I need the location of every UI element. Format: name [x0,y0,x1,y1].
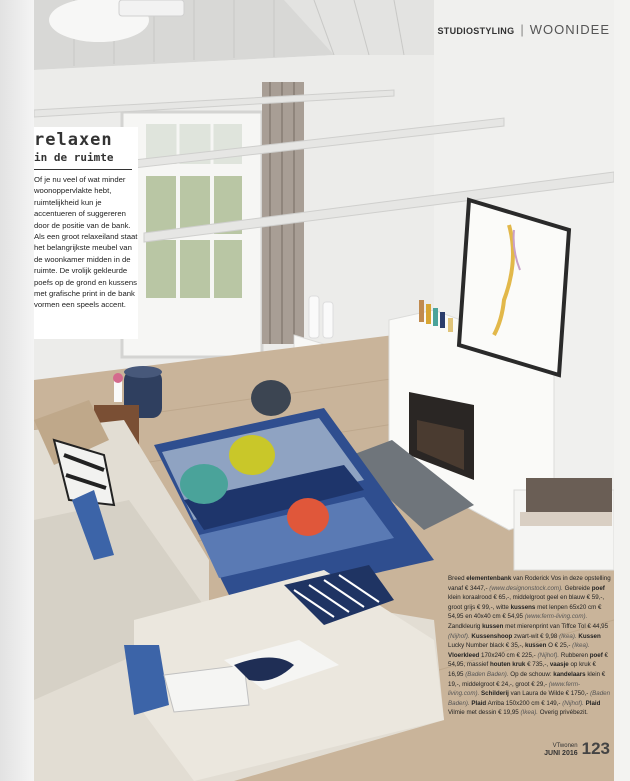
credit-text: Vilmie met dessin € 19,95 [448,709,521,717]
credit-product: kussens [510,603,536,611]
credit-text: 170x240 cm € 225,- [479,651,538,659]
credit-text: Op de schouw: [508,670,554,678]
credit-source: (Nijhof). [537,651,560,659]
brand-label: STUDIOSTYLING [437,26,515,36]
credit-product: Schilderij [481,690,509,698]
section-header [437,22,610,37]
credit-product: Plaid [471,699,487,707]
credit-source: (www.ferm-living.com). [524,613,588,621]
credit-source: (www.designonstock.com). [489,584,563,592]
credit-text: Arriba 150x200 cm € 149,- [486,699,563,707]
credit-product: kussen [482,622,504,630]
credit-source: (Nijhof). [448,632,470,640]
credit-source: (Nijhof). [562,699,584,707]
credit-text: Overig privébezit. [538,709,588,717]
credit-source: (Ikea). [559,632,577,640]
credit-product: poef [591,584,605,592]
header-separator: | [520,22,524,37]
credit-text: van Laura de Wilde € 1750,- [508,690,591,698]
page-number: 123 [581,739,610,758]
credit-text: op kruk € 16,95 [448,661,596,678]
page-spine [0,0,34,781]
intro-box [34,127,138,339]
intro-divider [34,169,132,170]
intro-title: relaxen [34,130,113,150]
issue-label: JUNI 2016 [544,750,578,757]
intro-body: Of je nu veel of wat minder woonoppervlakte hebt, ruimtelijkheid kun je accentueren of suggereren door de positie van de bank. Als een groot relaxeiland staat het belangrijkste meubel van de woonkamer midden in de ruimte. De vrolijk gekleurde poefs op de grond en kussens met grafische print in de bank vormen een speels accent. [34,175,138,310]
magazine-info [544,743,577,757]
credit-product: poef [589,651,603,659]
credit-source: (Ikea). [520,709,539,717]
credit-product: Kussenshoop [471,632,513,640]
magazine-name: VTwonen [552,743,578,749]
credit-product: houten kruk [489,661,526,669]
credit-source: (Baden Baden). [465,670,509,678]
page-footer [544,740,610,757]
credit-text: Lucky Number black € 35,-, [448,642,526,650]
credit-text: € 735,-, [525,661,550,669]
credit-text: Rubberen [559,651,590,659]
credit-text: klein koraalrood € 65,-, middelgroot geel en blauw € 59,-, groot grijs € 99,-, witte [448,594,605,611]
credit-text: € 54,95, massief [448,651,608,669]
credit-text: O € 25,- [546,642,573,650]
credit-product: kandelaars [553,670,586,678]
credit-product: kussen [525,642,547,650]
credit-product: Vloerkleed [448,651,480,659]
credit-text: klein € 19,-, middelgroot € 24,-, groot € 29,- [448,670,606,688]
credit-product: elementenbank [466,575,512,582]
credit-product: Kussen [578,632,601,640]
intro-subtitle: in de ruimte [34,151,114,164]
credit-source: (www.ferm-living.com). [448,680,581,698]
section-label: WOONIDEE [529,22,610,37]
credit-text: Gebreide [562,584,592,592]
credit-text: van Roderick Vos in deze opstelling vanaf € 3447,- [448,575,611,592]
credit-text: Breed [448,575,467,582]
product-credits [448,574,611,718]
credit-product: Plaid [585,699,601,707]
credit-text: zwart-wit € 9,98 [512,632,560,640]
credit-source: (Ikea). [572,642,590,650]
credit-source: (Baden Baden). [448,690,611,707]
credit-product: vaasje [549,661,569,669]
credit-text: met mierenprint van Tiffce Tol € 44,95 [503,622,609,630]
credit-text: met lenpen 65x20 cm € 54,95 en 40x40 cm € 54,95 [448,603,602,621]
credit-text: Zandkleurig [448,622,483,630]
